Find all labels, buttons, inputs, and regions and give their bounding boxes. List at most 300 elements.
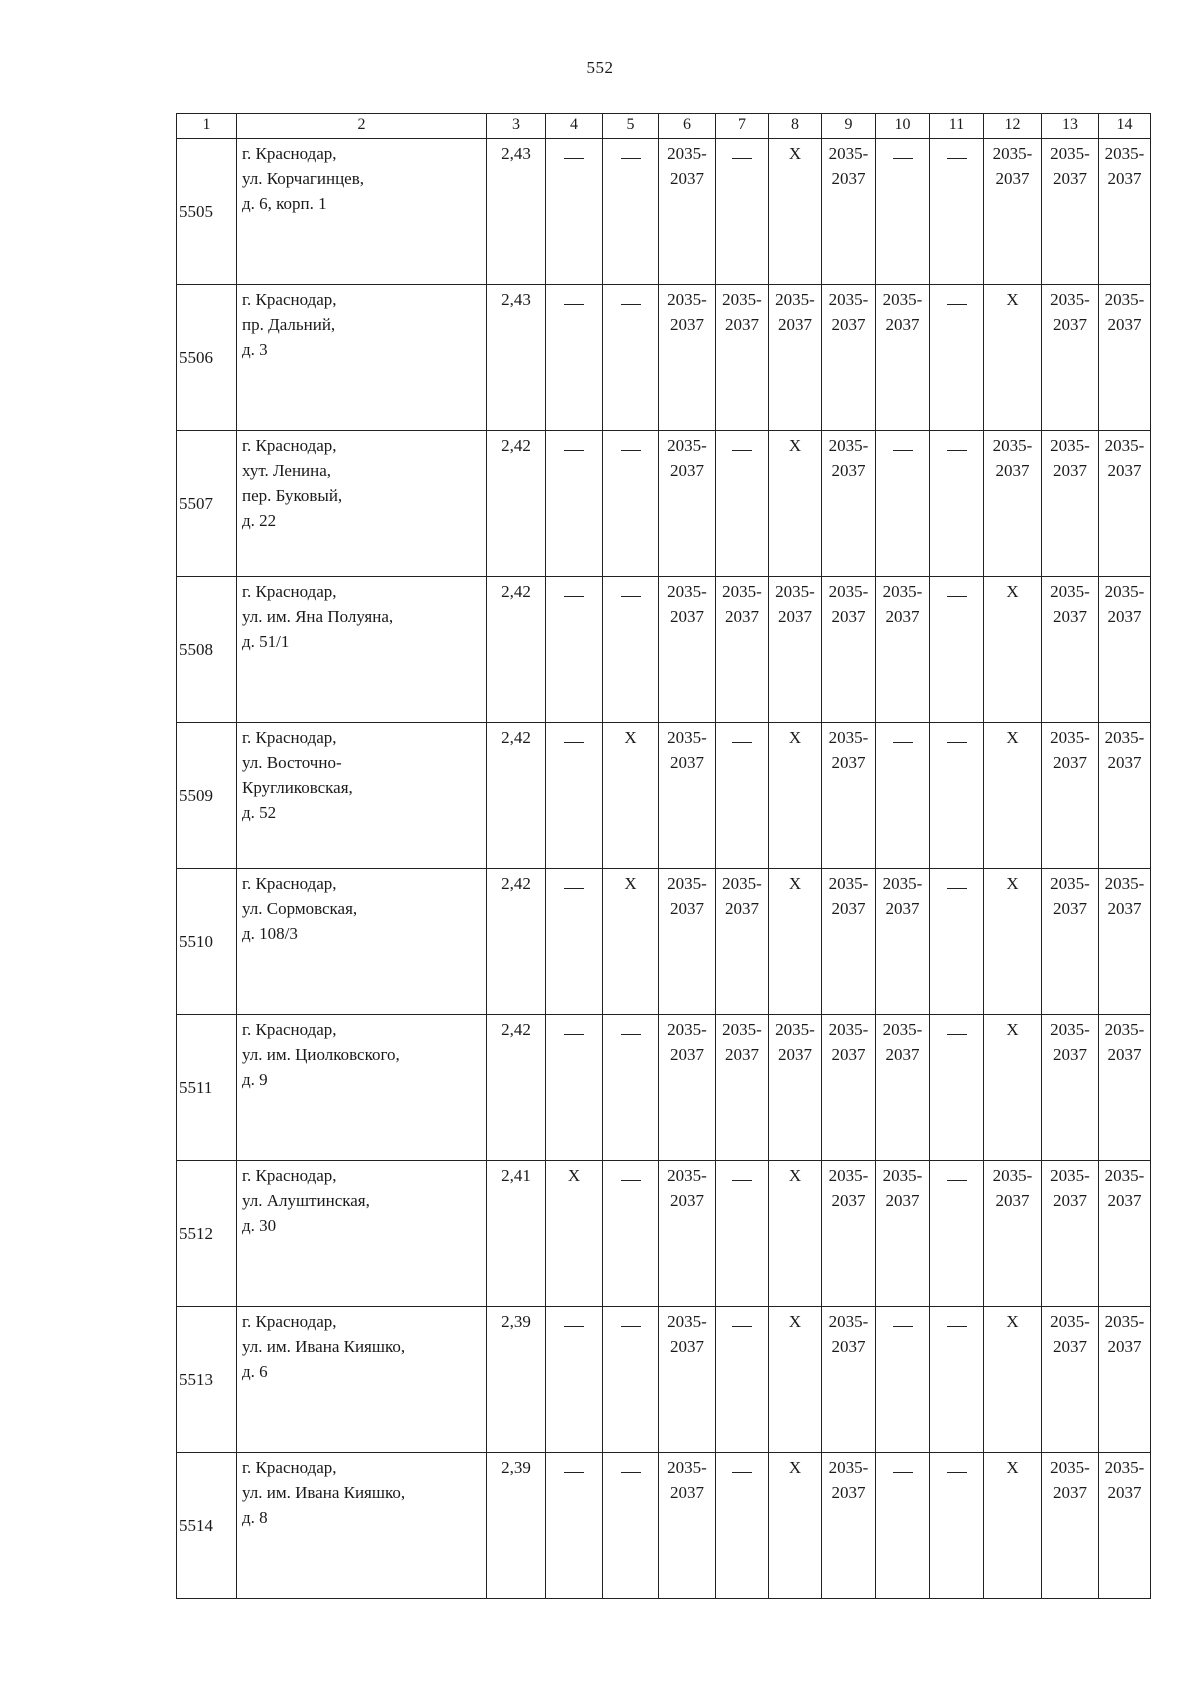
year-cell bbox=[659, 1453, 716, 1599]
address-cell bbox=[237, 431, 487, 577]
year-range: 2035- 2037 bbox=[1104, 1020, 1145, 1064]
year-cell bbox=[822, 1307, 876, 1453]
year-range: 2035- 2037 bbox=[667, 290, 707, 334]
address-line: д. 51/1 bbox=[242, 632, 290, 651]
empty-cell bbox=[930, 1161, 984, 1307]
dash-mark bbox=[564, 888, 584, 889]
year-cell bbox=[1042, 1161, 1099, 1307]
year-cell bbox=[822, 431, 876, 577]
cross-cell bbox=[984, 869, 1042, 1015]
address-line: д. 6 bbox=[242, 1362, 268, 1381]
cross-mark: X bbox=[1006, 290, 1019, 309]
dash-mark bbox=[564, 1472, 584, 1473]
year-cell bbox=[1099, 1453, 1151, 1599]
empty-cell bbox=[603, 139, 659, 285]
year-cell bbox=[822, 285, 876, 431]
year-range: 2035- 2037 bbox=[1104, 290, 1145, 334]
dash-mark bbox=[621, 1034, 641, 1035]
empty-cell bbox=[930, 285, 984, 431]
address-cell bbox=[237, 285, 487, 431]
year-range: 2035- 2037 bbox=[1104, 728, 1145, 772]
year-range: 2035- 2037 bbox=[775, 582, 815, 626]
dash-mark bbox=[947, 742, 967, 743]
coefficient-cell: 2,39 bbox=[487, 1453, 546, 1599]
address-line: г. Краснодар, bbox=[242, 1458, 337, 1477]
address-line: г. Краснодар, bbox=[242, 1312, 337, 1331]
address-line: г. Краснодар, bbox=[242, 1020, 337, 1039]
empty-cell bbox=[930, 723, 984, 869]
dash-mark bbox=[621, 450, 641, 451]
row-number: 5505 bbox=[177, 139, 237, 285]
address-line: ул. им. Ивана Кияшко, bbox=[242, 1483, 406, 1502]
year-range: 2035- 2037 bbox=[1050, 874, 1090, 918]
table-row bbox=[177, 431, 1151, 577]
year-range: 2035- 2037 bbox=[1050, 1166, 1090, 1210]
cross-mark: X bbox=[1006, 728, 1019, 747]
year-range: 2035- 2037 bbox=[992, 1166, 1033, 1210]
year-range: 2035- 2037 bbox=[828, 1312, 869, 1356]
year-range: 2035- 2037 bbox=[828, 1166, 869, 1210]
column-header: 9 bbox=[822, 114, 876, 139]
empty-cell bbox=[603, 577, 659, 723]
row-number: 5506 bbox=[177, 285, 237, 431]
year-range: 2035- 2037 bbox=[722, 582, 762, 626]
address-line: ул. Восточно- bbox=[242, 753, 342, 772]
year-cell bbox=[659, 1161, 716, 1307]
coefficient-cell: 2,42 bbox=[487, 869, 546, 1015]
year-range: 2035- 2037 bbox=[1050, 1312, 1090, 1356]
dash-mark bbox=[732, 158, 752, 159]
address-line: г. Краснодар, bbox=[242, 290, 337, 309]
address-cell bbox=[237, 1453, 487, 1599]
year-range: 2035- 2037 bbox=[882, 290, 923, 334]
year-range: 2035- 2037 bbox=[828, 1458, 869, 1502]
address-line: д. 3 bbox=[242, 340, 268, 359]
dash-mark bbox=[621, 1472, 641, 1473]
year-range: 2035- 2037 bbox=[667, 582, 707, 626]
year-range: 2035- 2037 bbox=[1050, 290, 1090, 334]
empty-cell bbox=[930, 1015, 984, 1161]
coefficient-cell: 2,42 bbox=[487, 577, 546, 723]
cross-cell bbox=[769, 1453, 822, 1599]
year-cell bbox=[659, 431, 716, 577]
dash-mark bbox=[947, 1180, 967, 1181]
dash-mark bbox=[893, 158, 913, 159]
empty-cell bbox=[546, 577, 603, 723]
empty-cell bbox=[716, 723, 769, 869]
year-range: 2035- 2037 bbox=[1050, 144, 1090, 188]
year-cell bbox=[716, 577, 769, 723]
dash-mark bbox=[732, 742, 752, 743]
year-cell bbox=[1099, 1015, 1151, 1161]
address-line: д. 22 bbox=[242, 511, 277, 530]
address-cell bbox=[237, 723, 487, 869]
cross-cell bbox=[769, 1161, 822, 1307]
column-header: 12 bbox=[984, 114, 1042, 139]
year-cell bbox=[822, 139, 876, 285]
year-cell bbox=[822, 577, 876, 723]
row-number: 5511 bbox=[177, 1015, 237, 1161]
empty-cell bbox=[876, 1453, 930, 1599]
empty-cell bbox=[716, 1453, 769, 1599]
address-line: хут. Ленина, bbox=[242, 461, 332, 480]
year-cell bbox=[1099, 431, 1151, 577]
table-row bbox=[177, 139, 1151, 285]
empty-cell bbox=[546, 1015, 603, 1161]
address-line: д. 6, корп. 1 bbox=[242, 194, 327, 213]
year-range: 2035- 2037 bbox=[1104, 1166, 1145, 1210]
address-line: ул. Алуштинская, bbox=[242, 1191, 370, 1210]
dash-mark bbox=[564, 596, 584, 597]
address-line: пер. Буковый, bbox=[242, 486, 343, 505]
dash-mark bbox=[947, 1472, 967, 1473]
year-cell bbox=[659, 577, 716, 723]
empty-cell bbox=[716, 1161, 769, 1307]
table-row bbox=[177, 1015, 1151, 1161]
cross-mark: X bbox=[1006, 1458, 1019, 1477]
dash-mark bbox=[893, 450, 913, 451]
address-line: д. 8 bbox=[242, 1508, 268, 1527]
dash-mark bbox=[564, 304, 584, 305]
dash-mark bbox=[893, 742, 913, 743]
cross-cell bbox=[984, 1307, 1042, 1453]
cross-cell bbox=[769, 431, 822, 577]
empty-cell bbox=[546, 869, 603, 1015]
year-range: 2035- 2037 bbox=[992, 436, 1033, 480]
coefficient-cell: 2,43 bbox=[487, 139, 546, 285]
dash-mark bbox=[893, 1472, 913, 1473]
table-body bbox=[177, 139, 1151, 1599]
dash-mark bbox=[621, 1180, 641, 1181]
empty-cell bbox=[930, 869, 984, 1015]
cross-cell bbox=[603, 723, 659, 869]
year-range: 2035- 2037 bbox=[667, 144, 707, 188]
year-cell bbox=[984, 139, 1042, 285]
year-cell bbox=[1042, 285, 1099, 431]
cross-mark: X bbox=[1006, 1312, 1019, 1331]
address-line: д. 9 bbox=[242, 1070, 268, 1089]
empty-cell bbox=[546, 1307, 603, 1453]
year-cell bbox=[1042, 577, 1099, 723]
coefficient-cell: 2,43 bbox=[487, 285, 546, 431]
empty-cell bbox=[546, 285, 603, 431]
year-cell bbox=[1099, 869, 1151, 1015]
cross-mark: X bbox=[1006, 874, 1019, 893]
year-range: 2035- 2037 bbox=[775, 290, 815, 334]
address-cell bbox=[237, 1161, 487, 1307]
page-number: 552 bbox=[586, 58, 614, 77]
dash-mark bbox=[947, 1326, 967, 1327]
cross-cell bbox=[603, 869, 659, 1015]
dash-mark bbox=[621, 304, 641, 305]
year-range: 2035- 2037 bbox=[667, 1458, 707, 1502]
year-range: 2035- 2037 bbox=[1104, 144, 1145, 188]
column-header: 8 bbox=[769, 114, 822, 139]
address-cell bbox=[237, 577, 487, 723]
dash-mark bbox=[947, 888, 967, 889]
address-cell bbox=[237, 1307, 487, 1453]
row-number: 5507 bbox=[177, 431, 237, 577]
coefficient-cell: 2,42 bbox=[487, 431, 546, 577]
address-line: г. Краснодар, bbox=[242, 144, 337, 163]
table-row bbox=[177, 1453, 1151, 1599]
dash-mark bbox=[621, 596, 641, 597]
year-range: 2035- 2037 bbox=[1050, 436, 1090, 480]
cross-cell bbox=[984, 1453, 1042, 1599]
table-row bbox=[177, 1307, 1151, 1453]
year-cell bbox=[716, 869, 769, 1015]
cross-mark: X bbox=[788, 874, 802, 893]
address-line: ул. им. Ивана Кияшко, bbox=[242, 1337, 406, 1356]
year-range: 2035- 2037 bbox=[775, 1020, 815, 1064]
year-cell bbox=[822, 1453, 876, 1599]
address-line: ул. Сормовская, bbox=[242, 899, 358, 918]
year-cell bbox=[1042, 1307, 1099, 1453]
address-line: ул. Корчагинцев, bbox=[242, 169, 364, 188]
cross-cell bbox=[984, 577, 1042, 723]
empty-cell bbox=[546, 723, 603, 869]
table-row bbox=[177, 577, 1151, 723]
dash-mark bbox=[947, 304, 967, 305]
header-row bbox=[177, 114, 1151, 139]
year-cell bbox=[659, 1307, 716, 1453]
year-range: 2035- 2037 bbox=[667, 728, 707, 772]
year-range: 2035- 2037 bbox=[828, 874, 869, 918]
address-cell bbox=[237, 139, 487, 285]
cross-mark: X bbox=[788, 728, 802, 747]
dash-mark bbox=[893, 1326, 913, 1327]
empty-cell bbox=[876, 431, 930, 577]
empty-cell bbox=[930, 139, 984, 285]
address-line: г. Краснодар, bbox=[242, 728, 337, 747]
empty-cell bbox=[546, 139, 603, 285]
year-cell bbox=[769, 285, 822, 431]
year-cell bbox=[1099, 139, 1151, 285]
address-line: г. Краснодар, bbox=[242, 874, 337, 893]
year-cell bbox=[716, 1015, 769, 1161]
year-range: 2035- 2037 bbox=[667, 1166, 707, 1210]
year-range: 2035- 2037 bbox=[882, 582, 923, 626]
address-line: пр. Дальний, bbox=[242, 315, 336, 334]
coefficient-cell: 2,39 bbox=[487, 1307, 546, 1453]
dash-mark bbox=[564, 742, 584, 743]
cross-cell bbox=[769, 869, 822, 1015]
year-cell bbox=[876, 577, 930, 723]
year-cell bbox=[769, 1015, 822, 1161]
dash-mark bbox=[564, 1034, 584, 1035]
column-header: 5 bbox=[603, 114, 659, 139]
row-number: 5509 bbox=[177, 723, 237, 869]
address-line: г. Краснодар, bbox=[242, 582, 337, 601]
empty-cell bbox=[603, 1161, 659, 1307]
dash-mark bbox=[947, 1034, 967, 1035]
empty-cell bbox=[603, 285, 659, 431]
year-range: 2035- 2037 bbox=[828, 436, 869, 480]
year-range: 2035- 2037 bbox=[992, 144, 1033, 188]
address-line: д. 108/3 bbox=[242, 924, 298, 943]
dash-mark bbox=[564, 450, 584, 451]
cross-mark: X bbox=[624, 874, 637, 893]
cross-mark: X bbox=[788, 1166, 802, 1185]
address-cell bbox=[237, 1015, 487, 1161]
column-header: 11 bbox=[930, 114, 984, 139]
cross-mark: X bbox=[1006, 582, 1019, 601]
empty-cell bbox=[876, 1307, 930, 1453]
year-cell bbox=[659, 723, 716, 869]
year-cell bbox=[659, 139, 716, 285]
column-header: 14 bbox=[1099, 114, 1151, 139]
empty-cell bbox=[930, 577, 984, 723]
cross-mark: X bbox=[1006, 1020, 1019, 1039]
cross-mark: X bbox=[567, 1166, 581, 1185]
cross-mark: X bbox=[788, 436, 802, 455]
cross-cell bbox=[769, 1307, 822, 1453]
dash-mark bbox=[947, 450, 967, 451]
year-cell bbox=[769, 577, 822, 723]
year-range: 2035- 2037 bbox=[1104, 1312, 1145, 1356]
empty-cell bbox=[716, 431, 769, 577]
year-range: 2035- 2037 bbox=[1050, 1020, 1090, 1064]
year-cell bbox=[876, 285, 930, 431]
year-range: 2035- 2037 bbox=[882, 1020, 923, 1064]
year-cell bbox=[822, 1015, 876, 1161]
empty-cell bbox=[603, 1307, 659, 1453]
dash-mark bbox=[621, 158, 641, 159]
year-range: 2035- 2037 bbox=[828, 582, 869, 626]
dash-mark bbox=[732, 1180, 752, 1181]
address-line: ул. им. Яна Полуяна, bbox=[242, 607, 394, 626]
address-line: г. Краснодар, bbox=[242, 1166, 337, 1185]
year-cell bbox=[1099, 1307, 1151, 1453]
year-range: 2035- 2037 bbox=[1104, 1458, 1145, 1502]
cross-cell bbox=[546, 1161, 603, 1307]
column-header: 10 bbox=[876, 114, 930, 139]
column-header: 7 bbox=[716, 114, 769, 139]
year-range: 2035- 2037 bbox=[667, 1312, 707, 1356]
year-range: 2035- 2037 bbox=[882, 1166, 923, 1210]
row-number: 5508 bbox=[177, 577, 237, 723]
year-range: 2035- 2037 bbox=[1050, 728, 1090, 772]
cross-cell bbox=[984, 285, 1042, 431]
year-range: 2035- 2037 bbox=[667, 436, 707, 480]
year-cell bbox=[1042, 1015, 1099, 1161]
year-range: 2035- 2037 bbox=[828, 144, 869, 188]
dash-mark bbox=[732, 1326, 752, 1327]
coefficient-cell: 2,41 bbox=[487, 1161, 546, 1307]
dash-mark bbox=[732, 450, 752, 451]
year-cell bbox=[1042, 1453, 1099, 1599]
year-range: 2035- 2037 bbox=[1050, 1458, 1090, 1502]
cross-cell bbox=[984, 1015, 1042, 1161]
dash-mark bbox=[732, 1472, 752, 1473]
year-range: 2035- 2037 bbox=[667, 874, 707, 918]
year-range: 2035- 2037 bbox=[722, 290, 762, 334]
year-cell bbox=[984, 1161, 1042, 1307]
address-line: Кругликовская, bbox=[242, 778, 353, 797]
row-number: 5512 bbox=[177, 1161, 237, 1307]
table-row bbox=[177, 869, 1151, 1015]
empty-cell bbox=[603, 1453, 659, 1599]
year-range: 2035- 2037 bbox=[828, 1020, 869, 1064]
dash-mark bbox=[621, 1326, 641, 1327]
empty-cell bbox=[603, 1015, 659, 1161]
column-header: 3 bbox=[487, 114, 546, 139]
column-header: 13 bbox=[1042, 114, 1099, 139]
year-cell bbox=[1099, 723, 1151, 869]
dash-mark bbox=[947, 596, 967, 597]
dash-mark bbox=[564, 158, 584, 159]
year-range: 2035- 2037 bbox=[828, 728, 869, 772]
year-range: 2035- 2037 bbox=[1104, 436, 1145, 480]
year-range: 2035- 2037 bbox=[1104, 582, 1145, 626]
column-header: 1 bbox=[177, 114, 237, 139]
year-cell bbox=[659, 285, 716, 431]
year-range: 2035- 2037 bbox=[882, 874, 923, 918]
row-number: 5513 bbox=[177, 1307, 237, 1453]
empty-cell bbox=[930, 1453, 984, 1599]
dash-mark bbox=[947, 158, 967, 159]
cross-mark: X bbox=[788, 1458, 802, 1477]
year-cell bbox=[1099, 285, 1151, 431]
year-cell bbox=[1042, 431, 1099, 577]
year-cell bbox=[716, 285, 769, 431]
column-header: 2 bbox=[237, 114, 487, 139]
empty-cell bbox=[603, 431, 659, 577]
cross-cell bbox=[769, 723, 822, 869]
year-range: 2035- 2037 bbox=[667, 1020, 707, 1064]
table-row bbox=[177, 1161, 1151, 1307]
empty-cell bbox=[546, 1453, 603, 1599]
empty-cell bbox=[930, 1307, 984, 1453]
row-number: 5514 bbox=[177, 1453, 237, 1599]
column-header: 6 bbox=[659, 114, 716, 139]
year-range: 2035- 2037 bbox=[722, 874, 762, 918]
year-range: 2035- 2037 bbox=[1050, 582, 1090, 626]
year-range: 2035- 2037 bbox=[1104, 874, 1145, 918]
year-cell bbox=[876, 869, 930, 1015]
address-cell bbox=[237, 869, 487, 1015]
address-line: д. 30 bbox=[242, 1216, 277, 1235]
year-cell bbox=[1042, 139, 1099, 285]
year-cell bbox=[876, 1015, 930, 1161]
cross-cell bbox=[769, 139, 822, 285]
year-cell bbox=[984, 431, 1042, 577]
column-header: 4 bbox=[546, 114, 603, 139]
empty-cell bbox=[876, 723, 930, 869]
empty-cell bbox=[546, 431, 603, 577]
coefficient-cell: 2,42 bbox=[487, 723, 546, 869]
address-line: г. Краснодар, bbox=[242, 436, 337, 455]
year-cell bbox=[1099, 577, 1151, 723]
address-line: д. 52 bbox=[242, 803, 277, 822]
empty-cell bbox=[716, 1307, 769, 1453]
year-cell bbox=[822, 1161, 876, 1307]
cross-mark: X bbox=[788, 144, 802, 163]
table-row bbox=[177, 285, 1151, 431]
coefficient-cell: 2,42 bbox=[487, 1015, 546, 1161]
year-cell bbox=[876, 1161, 930, 1307]
empty-cell bbox=[716, 139, 769, 285]
row-number: 5510 bbox=[177, 869, 237, 1015]
year-range: 2035- 2037 bbox=[722, 1020, 762, 1064]
year-cell bbox=[822, 869, 876, 1015]
year-range: 2035- 2037 bbox=[828, 290, 869, 334]
cross-mark: X bbox=[788, 1312, 802, 1331]
year-cell bbox=[1099, 1161, 1151, 1307]
year-cell bbox=[1042, 869, 1099, 1015]
year-cell bbox=[659, 1015, 716, 1161]
cross-mark: X bbox=[624, 728, 637, 747]
